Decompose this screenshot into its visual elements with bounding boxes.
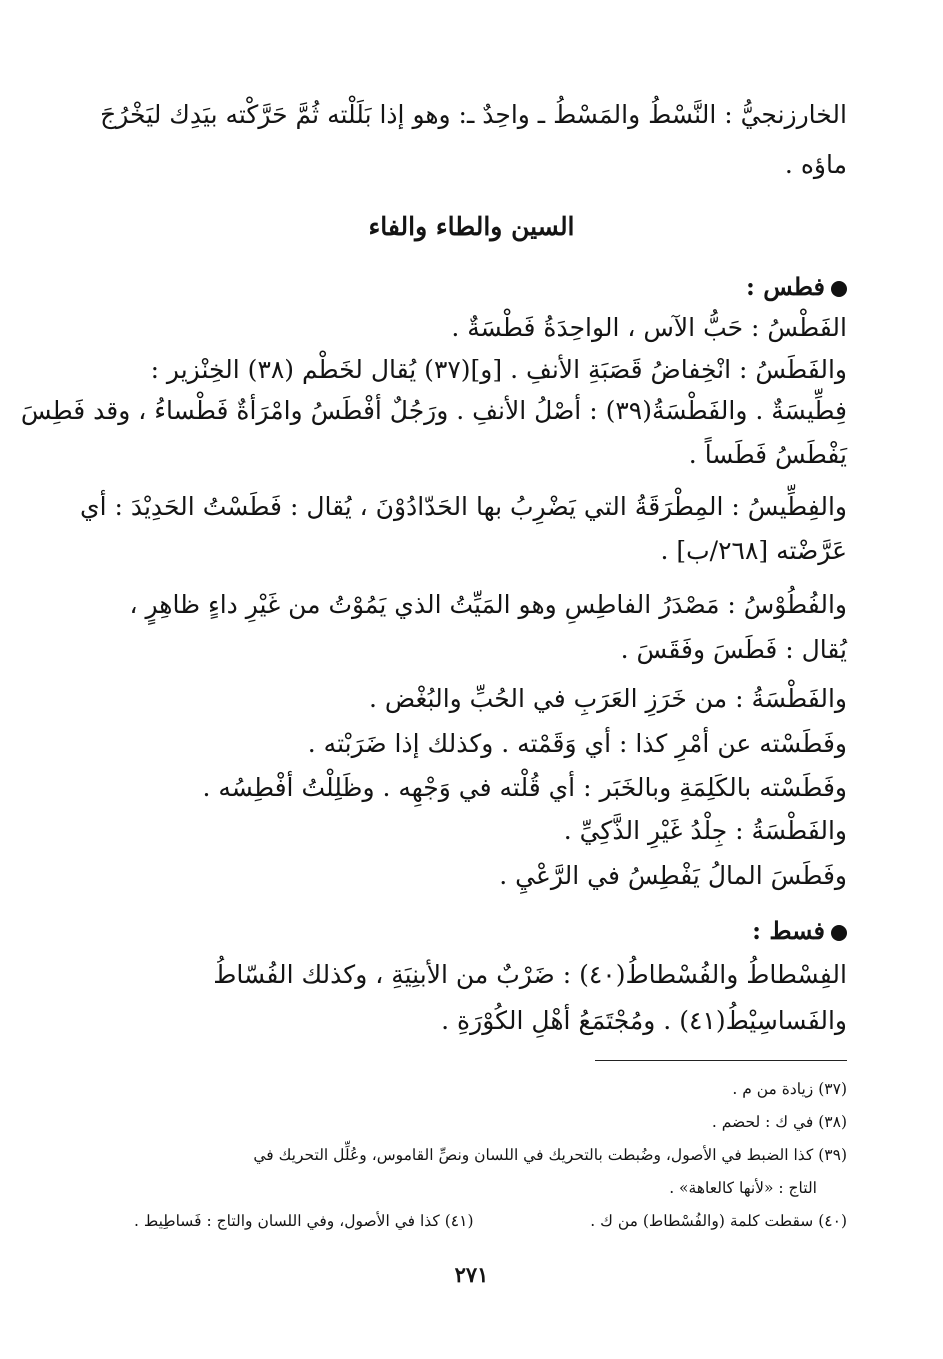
footnote-row-40-41 [134,1212,847,1230]
fts-line: عَرَّضْته [٢٦٨/ب] . [660,536,847,565]
intro-line-2: ماؤه . [784,150,847,179]
fts-line: والفِطِّيسُ : المِطْرَقَةُ التي يَضْرِبُ بها الحَدّادُوْنَ ، يُقال : فَطَسْتُ الحَدِيْدَ : أي [80,492,847,521]
fts-line: وفَطَسْته عن أمْرِ كذا : أي وَقَمْته . وكذلك إذا ضَرَبْته . [307,729,847,758]
fts-line: يَفْطَسُ فَطَساً . [688,440,847,469]
entry-head-fst [134,916,847,945]
intro-line-1: الخارزنجيُّ : النَّسْطُ والمَسْطُ ـ واحِدٌ ـ: وهو إذا بَلَلْته ثُمَّ حَرَّكْته بيَدِك ليَخْرُجَ [100,100,847,129]
fts-line: والفَطْسَةُ : من خَرَزِ العَرَبِ في الحُبِّ والبُغْض . [368,684,847,713]
fts-line: والفَطْسَةُ : جِلْدُ غَيْرِ الذَّكِيِّ . [563,816,847,845]
entry-head-fts-label: فطس : [746,272,825,301]
bullet-icon [831,925,847,941]
fts-line: وفَطَسَ المالُ يَفْطِسُ في الرَّعْيِ . [499,861,847,890]
entry-head-fst-label: فسط : [752,916,825,945]
fst-line: والفَساسِيْطُ(٤١) . ومُجْتَمَعُ أهْلِ الكُوْرَةِ . [441,1006,847,1035]
footnote-38: (٣٨) في ك : لحضم . [711,1113,847,1131]
fts-line: وفَطَسْته بالكَلِمَةِ وبالخَبَر : أي قُلْته في وَجْهِه . وظَلِلْتُ أفْطِسُه . [202,773,847,802]
fts-line: يُقال : فَطَسَ وفَقَسَ . [620,635,847,664]
fts-line: الفَطْسُ : حَبُّ الآس ، الواحِدَةُ فَطْسَةٌ . [451,313,847,342]
footnote-39: (٣٩) كذا الضبط في الأصول، وضُبطت بالتحريك في اللسان ونصِّ القاموس، وعُلِّل التحريك في [253,1146,847,1164]
section-title: السين والطاء والفاء [368,212,575,241]
fst-line: الفِسْطاطُ والفُسْطاطُ(٤٠) : ضَرْبٌ من الأبنِيَةِ ، وكذلك الفُسّاطُ [213,960,847,989]
footnote-39-cont: التاج : «لأنها كالعاهة» . [669,1179,817,1197]
footnote-divider [595,1060,847,1061]
page-number: ٢٧١ [454,1262,489,1287]
fts-line: والفُطُوْسُ : مَصْدَرُ الفاطِسِ وهو المَيِّتُ الذي يَمُوْتُ من غَيْرِ داءٍ ظاهِرٍ ، [129,590,847,619]
footnote-41: (٤١) كذا في الأصول، وفي اللسان والتاج : فَساطِيط . [134,1212,474,1230]
entry-head-fts [134,272,847,301]
bullet-icon [831,281,847,297]
fts-line: فِطِّيسَةٌ . والفَطْسَةُ(٣٩) : أصْلُ الأنفِ . ورَجُلٌ أفْطَسُ وامْرَأةٌ فَطْساءُ ، وقد فَطِسَ [20,396,847,425]
fts-line: والفَطَسُ : انْخِفاضُ قَصَبَةِ الأنفِ . [و](٣٧) يُقال لخَطْم (٣٨) الخِنْزير : [150,355,847,384]
footnote-40: (٤٠) سقطت كلمة (والفُسْطاط) من ك . [590,1212,847,1230]
footnote-37: (٣٧) زيادة من م . [732,1080,847,1098]
